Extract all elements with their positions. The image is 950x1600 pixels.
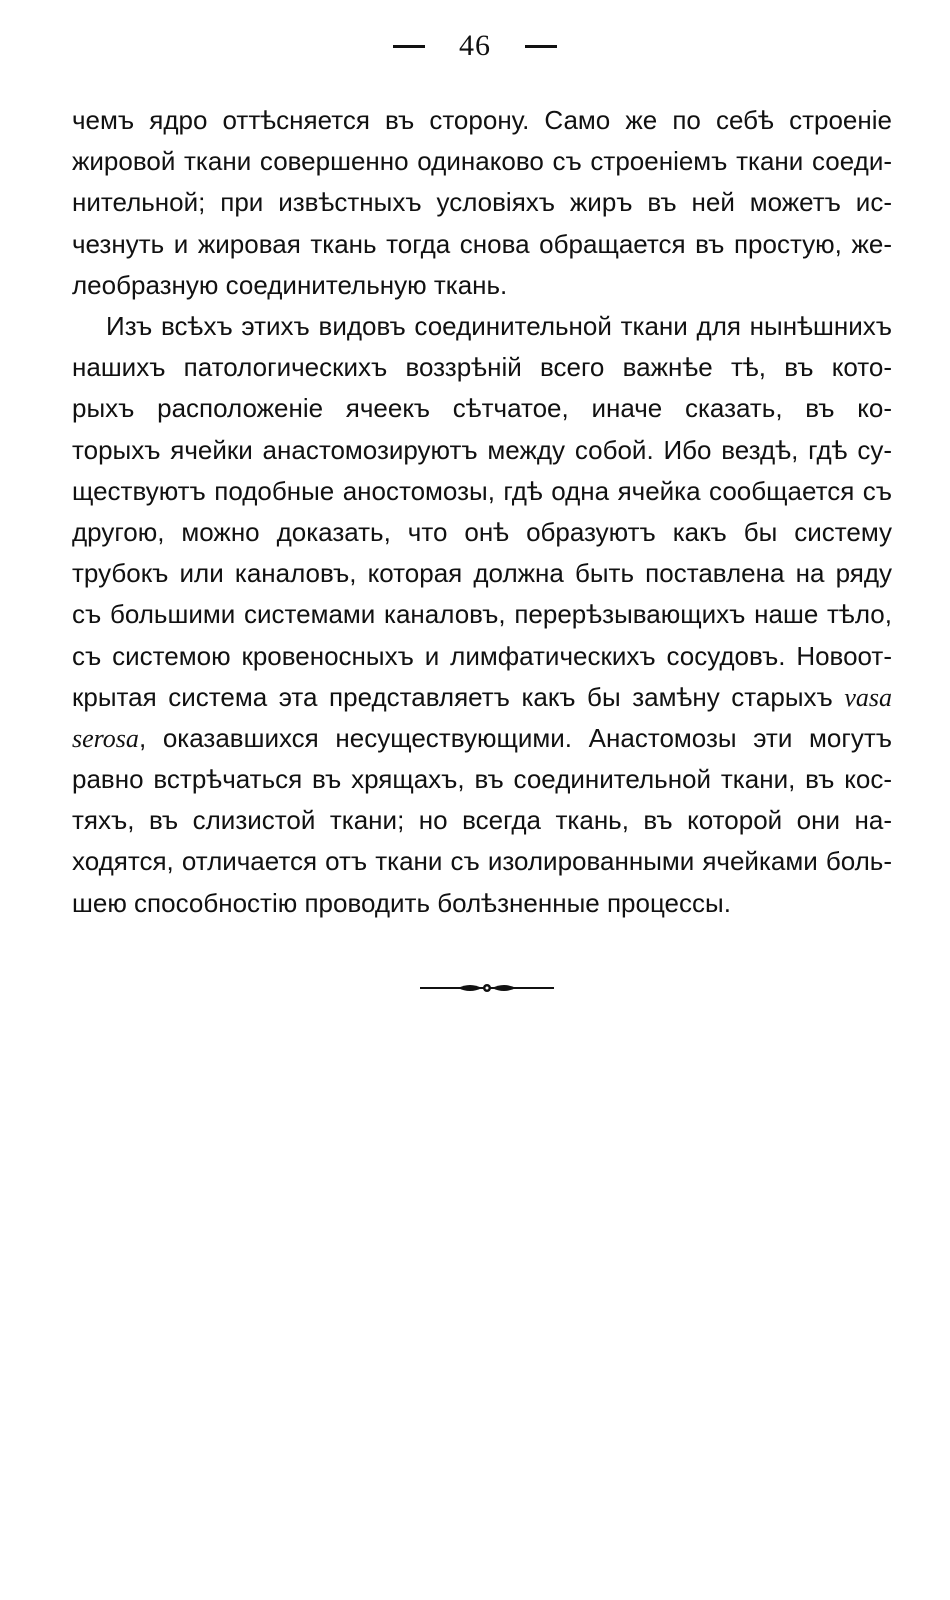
text-line: равно встрѣчаться въ хрящахъ, въ соединительной ткани, въ кос-	[72, 764, 892, 795]
text-line-with-latin	[72, 677, 892, 718]
text-line: трубокъ или каналовъ, которая должна быть поставлена на ряду	[72, 558, 892, 589]
text-line: нашихъ патологическихъ воззрѣній всего важнѣе тѣ, въ кото-	[72, 352, 892, 383]
text-line: рыхъ расположеніе ячеекъ сѣтчатое, иначе сказать, въ ко-	[72, 393, 892, 424]
paragraph-2	[72, 306, 892, 924]
right-dash	[525, 45, 557, 48]
text-line: другою, можно доказать, что онѣ образуютъ какъ бы систему	[72, 516, 892, 547]
text-line: торыхъ ячейки анастомозируютъ между собой. Ибо вездѣ, гдѣ су-	[72, 434, 892, 465]
text-line: чезнуть и жировая ткань тогда снова обращается въ простую, же-	[72, 228, 892, 259]
text-line: тяхъ, въ слизистой ткани; но всегда ткань, въ которой они на-	[72, 805, 892, 836]
text-line: леобразную соединительную ткань.	[72, 269, 508, 300]
text-line-with-latin	[72, 718, 892, 759]
latin-term: vasa	[844, 682, 892, 712]
paragraph-1	[72, 100, 892, 306]
text-line: шею способностію проводить болѣзненные процессы.	[72, 887, 731, 918]
latin-term: serosa	[72, 723, 139, 753]
page-number: 46	[459, 29, 491, 62]
text-line: съ большими системами каналовъ, перерѣзывающихъ наше тѣло,	[72, 599, 892, 630]
text-segment: крытая система эта представляетъ какъ бы замѣну старыхъ	[72, 681, 833, 712]
text-line: Изъ всѣхъ этихъ видовъ соединительной ткани для нынѣшнихъ	[106, 311, 892, 341]
page-header	[0, 28, 950, 64]
decorative-tailpiece-icon	[420, 978, 554, 998]
text-line: съ системою кровеносныхъ и лимфатическихъ сосудовъ. Новоот-	[72, 640, 892, 671]
text-segment: , оказавшихся несуществующими. Анастомозы эти могутъ	[138, 722, 892, 753]
left-dash	[393, 45, 425, 48]
text-line: нительной; при извѣстныхъ условіяхъ жиръ въ ней можетъ ис-	[72, 187, 892, 218]
text-line: ходятся, отличается отъ ткани съ изолированными ячейками боль-	[72, 846, 892, 877]
text-line: ществуютъ подобные аностомозы, гдѣ одна ячейка сообщается съ	[72, 475, 892, 506]
text-line: чемъ ядро оттѣсняется въ сторону. Само же по себѣ строеніе	[72, 105, 892, 135]
text-line: жировой ткани совершенно одинаково съ строеніемъ ткани соеди-	[72, 146, 892, 177]
